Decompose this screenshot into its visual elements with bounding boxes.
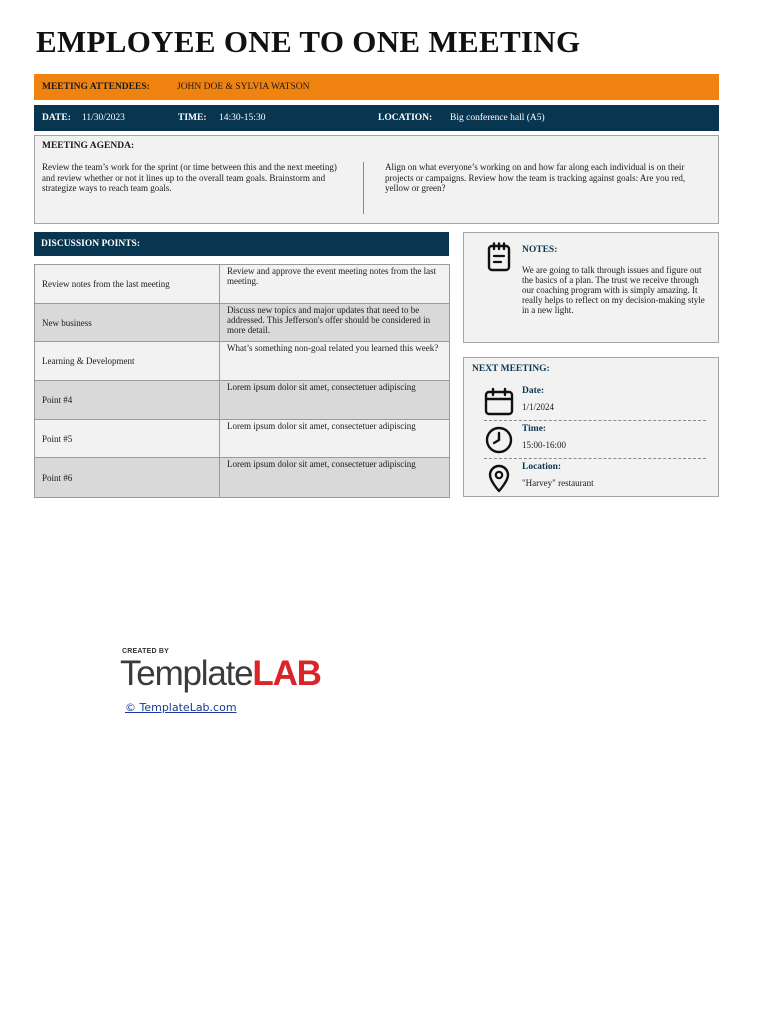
brand-part-lab: LAB (252, 654, 321, 693)
notes-text: We are going to talk through issues and figure out the basics of a plan. The trust we receive through our coaching program with is simply amazing. It really helps to reflect on my decision-making style in a new light. (522, 265, 705, 315)
time-value: 14:30-15:30 (219, 113, 266, 123)
discussion-detail: Lorem ipsum dolor sit amet, consectetuer adipiscing (227, 420, 416, 431)
attendees-bar (34, 74, 719, 100)
discussion-detail: What’s something non-goal related you learned this week? (227, 343, 439, 354)
templatelab-logo (122, 648, 362, 696)
created-by-text: CREATED BY (122, 648, 169, 655)
table-row (35, 420, 449, 459)
discussion-topic: Point #6 (35, 458, 220, 497)
divider (484, 420, 706, 421)
next-date-value: 1/1/2024 (522, 402, 555, 412)
next-time-label: Time: (522, 424, 547, 434)
table-row (35, 458, 449, 497)
table-row (35, 342, 449, 381)
discussion-topic: Review notes from the last meeting (35, 265, 220, 303)
next-location-label: Location: (522, 462, 562, 472)
next-meeting-location (484, 460, 706, 498)
discussion-topic: Point #5 (35, 420, 220, 458)
discussion-table (34, 264, 450, 498)
notes-heading: NOTES: (522, 245, 558, 255)
brand-part-template: Template (120, 654, 253, 693)
location-label: LOCATION: (378, 113, 433, 123)
next-date-label: Date: (522, 386, 545, 396)
date-label: DATE: (42, 113, 71, 123)
calendar-icon (484, 387, 514, 417)
notes-panel (463, 232, 719, 343)
clock-icon (484, 425, 514, 455)
agenda-left-text: Review the team’s work for the sprint (or time between this and the next meeting) and review whether or not it lines up to the overall team goals. Brainstorm and strategize ways to reach team goals. (42, 162, 337, 193)
discussion-detail: Discuss new topics and major updates that need to be addressed. This Jefferson's offer should be considered in more detail. (227, 304, 431, 335)
discussion-detail: Lorem ipsum dolor sit amet, consectetuer adipiscing (227, 382, 416, 393)
page-title: EMPLOYEE ONE TO ONE MEETING (36, 24, 581, 59)
brand-wordmark (120, 654, 321, 694)
next-meeting-date (484, 384, 706, 422)
discussion-topic: Learning & Development (35, 342, 220, 380)
notepad-icon (486, 242, 512, 272)
agenda-panel (34, 135, 719, 224)
discussion-detail: Lorem ipsum dolor sit amet, consectetuer adipiscing (227, 459, 416, 470)
copyright-link[interactable]: © TemplateLab.com (125, 701, 237, 714)
time-label: TIME: (178, 113, 207, 123)
discussion-detail: Review and approve the event meeting notes from the last meeting. (227, 266, 437, 286)
attendees-value: JOHN DOE & SYLVIA WATSON (177, 82, 310, 92)
location-pin-icon (484, 463, 514, 493)
next-location-value: "Harvey" restaurant (522, 478, 594, 488)
table-row (35, 304, 449, 343)
agenda-divider (363, 162, 364, 214)
location-value: Big conference hall (A5) (450, 113, 545, 123)
next-meeting-heading: NEXT MEETING: (472, 364, 550, 374)
next-time-value: 15:00-16:00 (522, 440, 566, 450)
agenda-heading: MEETING AGENDA: (42, 141, 135, 151)
table-row (35, 381, 449, 420)
discussion-topic: New business (35, 304, 220, 342)
attendees-label: MEETING ATTENDEES: (42, 82, 150, 92)
next-meeting-time (484, 422, 706, 460)
discussion-topic: Point #4 (35, 381, 220, 419)
next-meeting-panel (463, 357, 719, 497)
table-row (35, 265, 449, 304)
agenda-right-text: Align on what everyone’s working on and how far along each individual is on their projects or campaigns. Review how the team is tracking against goals: Are you red, yellow or green? (385, 162, 686, 193)
date-value: 11/30/2023 (82, 113, 125, 123)
discussion-heading: DISCUSSION POINTS: (34, 232, 449, 256)
details-bar (34, 105, 719, 131)
divider (484, 458, 706, 459)
